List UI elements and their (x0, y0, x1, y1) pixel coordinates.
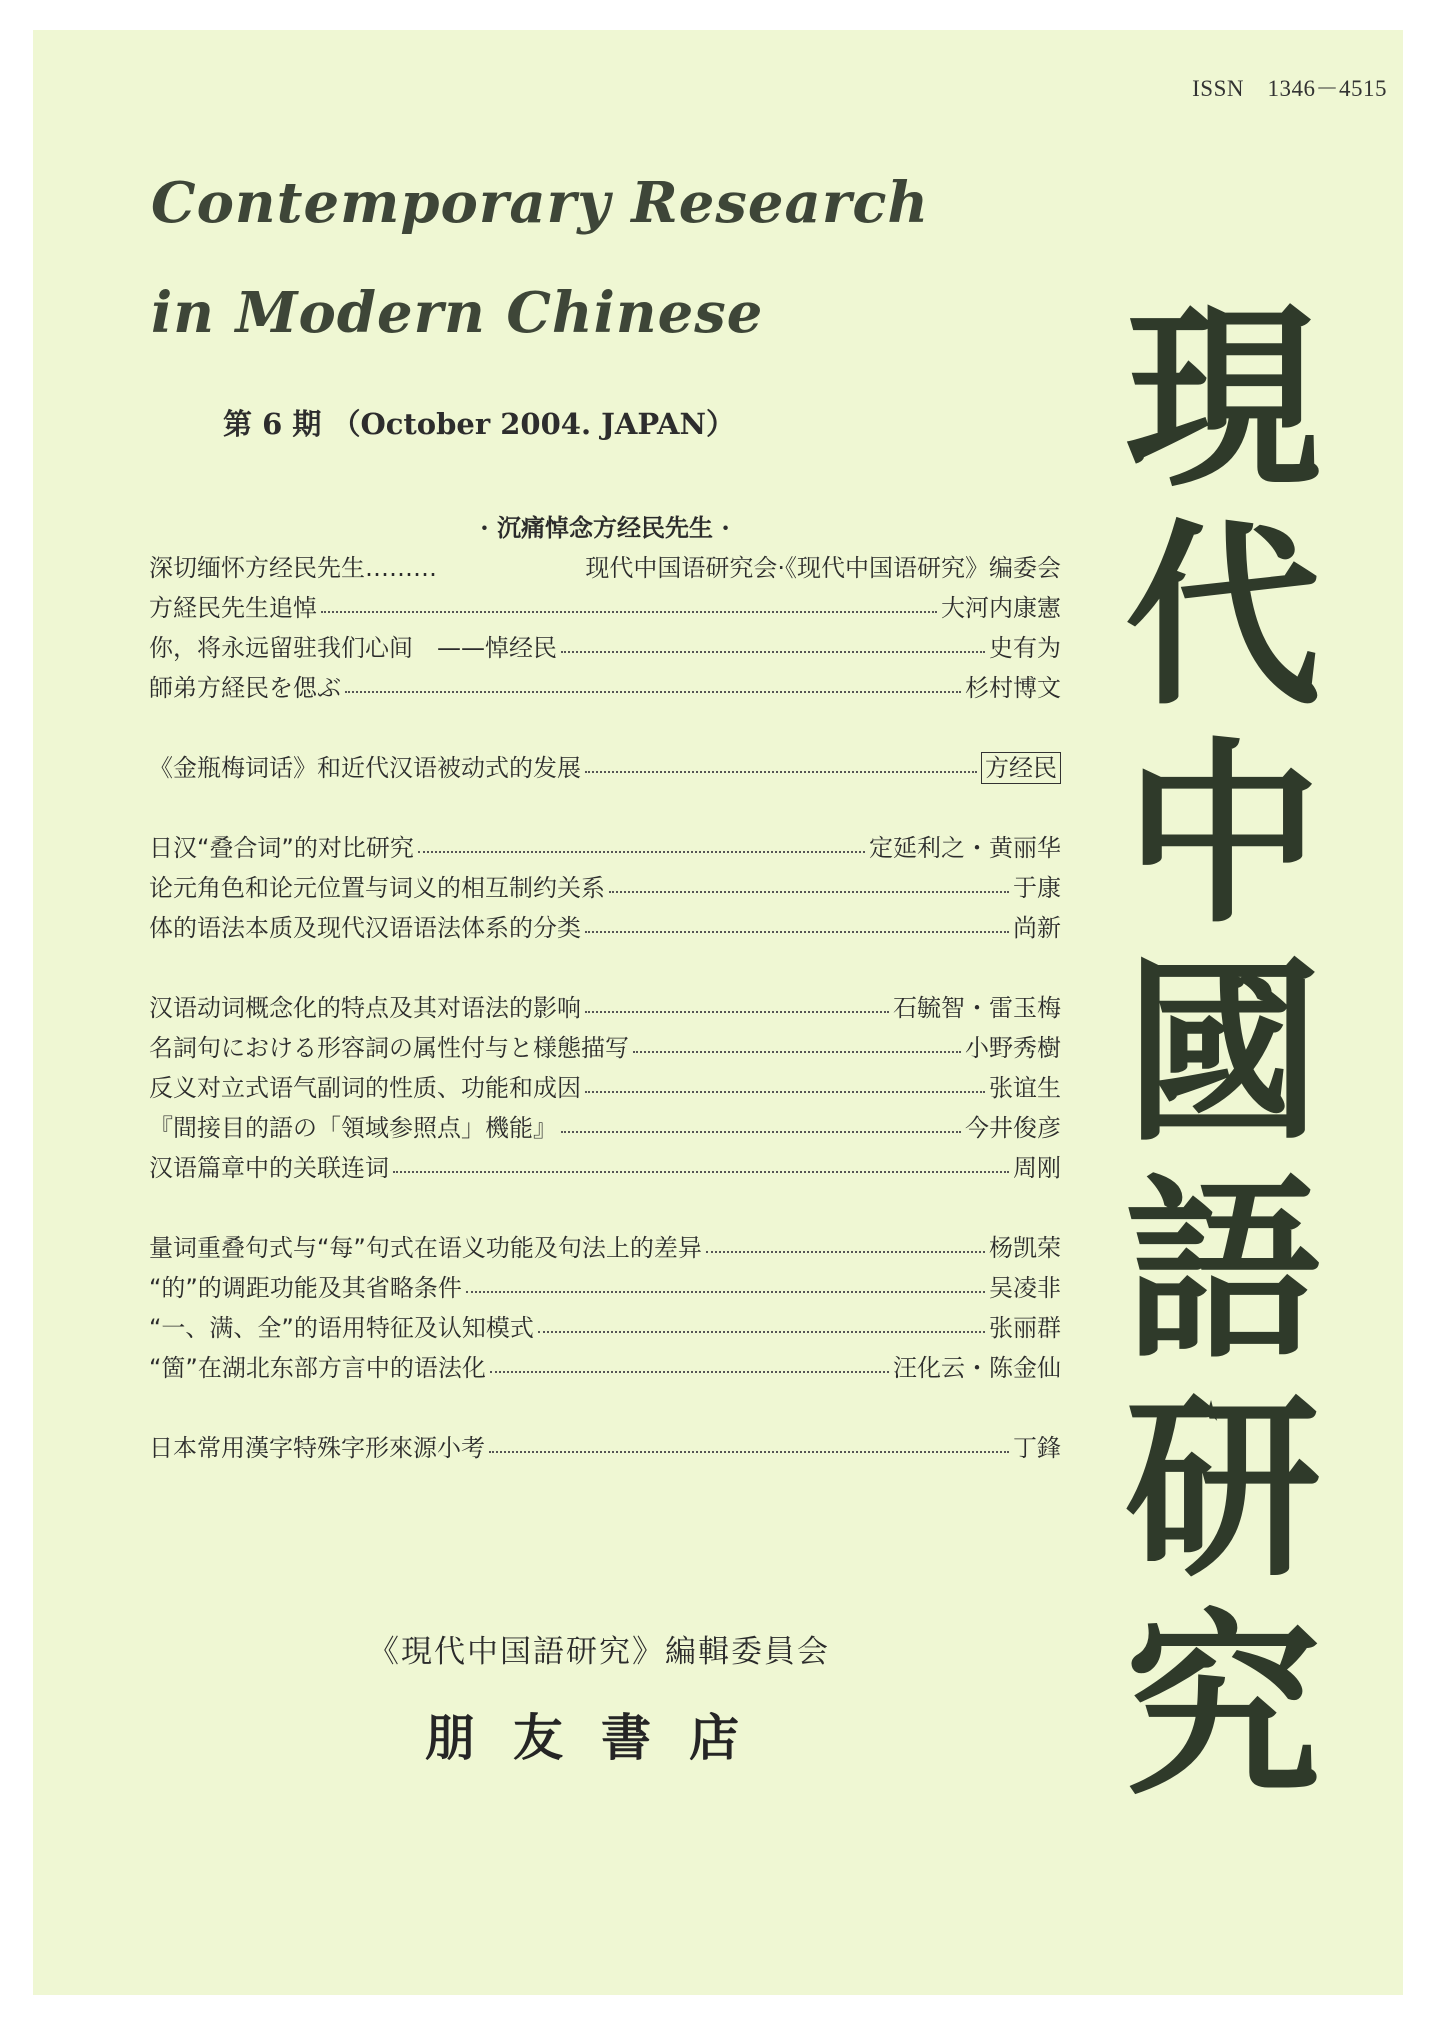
toc-entry-author: 现代中国语研究会·《现代中国语研究》编委会 (585, 554, 1061, 582)
toc-entry-author: 杨凯荣 (989, 1234, 1061, 1262)
toc-leader-dots (585, 931, 1009, 933)
vertical-title-cn (1073, 284, 1373, 1822)
toc-entry-title: 日本常用漢字特殊字形來源小考 (149, 1434, 485, 1462)
toc-leader-dots (633, 1051, 961, 1053)
memorial-heading: · 沉痛悼念方经民先生 · (480, 513, 730, 542)
toc-entry-title: 方経民先生追悼 (149, 594, 317, 622)
toc-leader-dots (585, 1091, 985, 1093)
toc-entry-author: 小野秀樹 (965, 1034, 1061, 1062)
publisher: 朋友書店 (425, 1708, 777, 1767)
toc-entry-author: 方经民 (981, 752, 1061, 784)
toc-entry-title: 量词重叠句式与“每”句式在语义功能及句法上的差异 (149, 1234, 702, 1262)
vertical-title-char: 語 (1124, 1156, 1321, 1386)
toc-entry-title: “箇”在湖北东部方言中的语法化 (149, 1354, 486, 1382)
toc-entry (149, 1268, 1061, 1308)
toc-leader-dots (393, 1171, 1009, 1173)
toc-entry (149, 548, 1061, 588)
toc-entry-title: 你，将永远留驻我们心间 ——悼经民 (149, 634, 557, 662)
toc-entry-title: 体的语法本质及现代汉语语法体系的分类 (149, 914, 581, 942)
toc-entry-author: 尚新 (1013, 914, 1061, 942)
toc-entry-title: 汉语动词概念化的特点及其对语法的影响 (149, 994, 581, 1022)
toc-entry-author: 吴凌非 (989, 1274, 1061, 1302)
toc-entry-author: 今井俊彦 (965, 1114, 1061, 1142)
toc-leader-dots (489, 1451, 1009, 1453)
toc-leader-dots (466, 1291, 985, 1293)
toc-entry (149, 908, 1061, 948)
toc-group-gap (149, 788, 1061, 828)
toc-entry (149, 868, 1061, 908)
toc-entry (149, 1348, 1061, 1388)
toc-group-gap (149, 1388, 1061, 1428)
toc-entry-title: 『間接目的語の「領域参照点」機能』 (149, 1114, 557, 1142)
toc-entry-title: 《金瓶梅词话》和近代汉语被动式的发展 (149, 754, 581, 782)
title-en-line2: in Modern Chinese (151, 280, 764, 346)
toc-leader-dots (490, 1371, 889, 1373)
toc-entry (149, 1068, 1061, 1108)
toc-leader-dots (561, 1131, 961, 1133)
toc-entry (149, 1108, 1061, 1148)
issue-info: 第 6 期 （October 2004. JAPAN） (223, 407, 736, 441)
toc-entry (149, 1308, 1061, 1348)
toc-leader-dots (418, 851, 865, 853)
toc-entry (149, 748, 1061, 788)
toc-entry-author: 史有为 (989, 634, 1061, 662)
toc-entry-author: 张谊生 (989, 1074, 1061, 1102)
toc-entry-title: 深切缅怀方经民先生……… (149, 554, 437, 582)
toc-group-gap (149, 1188, 1061, 1228)
vertical-title-char: 中 (1124, 720, 1321, 950)
toc-entry (149, 1028, 1061, 1068)
toc-entry-title: 名詞句における形容詞の属性付与と様態描写 (149, 1034, 629, 1062)
toc-entry-title: “的”的调距功能及其省略条件 (149, 1274, 462, 1302)
toc-entry-title: 汉语篇章中的关联连词 (149, 1154, 389, 1182)
toc-entry (149, 1148, 1061, 1188)
vertical-title-char: 代 (1124, 502, 1321, 732)
toc-entry-author: 定延利之・黄丽华 (869, 834, 1061, 862)
issn: ISSN 1346－4515 (1192, 76, 1387, 101)
toc-entry-title: “一、满、全”的语用特征及认知模式 (149, 1314, 534, 1342)
toc-leader-dots (538, 1331, 985, 1333)
toc-entry (149, 988, 1061, 1028)
toc-entry-author: 周刚 (1013, 1154, 1061, 1182)
toc-entry-title: 反义对立式语气副词的性质、功能和成因 (149, 1074, 581, 1102)
toc-leader-dots (585, 1011, 889, 1013)
toc-entry (149, 1428, 1061, 1468)
title-en-line1: Contemporary Research (151, 170, 930, 236)
toc-leader-dots (609, 891, 1009, 893)
toc-entry-title: 日汉“叠合词”的对比研究 (149, 834, 414, 862)
table-of-contents (149, 510, 1061, 1468)
vertical-title-char: 研 (1124, 1374, 1321, 1604)
toc-entry-author: 汪化云・陈金仙 (893, 1354, 1061, 1382)
toc-entry (149, 588, 1061, 628)
toc-leader-dots (585, 771, 977, 773)
toc-entry-author: 杉村博文 (965, 674, 1061, 702)
toc-leader-dots (706, 1251, 985, 1253)
journal-cover (33, 30, 1403, 1995)
toc-entry-author: 大河内康憲 (941, 594, 1061, 622)
toc-entry-author: 石毓智・雷玉梅 (893, 994, 1061, 1022)
toc-entry (149, 828, 1061, 868)
editorial-committee: 《現代中国語研究》編輯委員会 (368, 1634, 830, 1670)
toc-entry-title: 论元角色和论元位置与词义的相互制约关系 (149, 874, 605, 902)
toc-entry (149, 668, 1061, 708)
toc-group-gap (149, 708, 1061, 748)
toc-group-gap (149, 948, 1061, 988)
toc-leader-dots (345, 691, 961, 693)
toc-entry-author: 丁鋒 (1013, 1434, 1061, 1462)
toc-leader-dots (561, 651, 985, 653)
vertical-title-char: 究 (1124, 1592, 1321, 1822)
toc-entry-author: 张丽群 (989, 1314, 1061, 1342)
toc-entry (149, 1228, 1061, 1268)
vertical-title-char: 現 (1124, 284, 1321, 514)
vertical-title-char: 國 (1124, 938, 1321, 1168)
toc-entry-title: 師弟方経民を偲ぶ (149, 674, 341, 702)
toc-entry-author: 于康 (1013, 874, 1061, 902)
toc-entry (149, 628, 1061, 668)
toc-leader-dots (321, 611, 937, 613)
